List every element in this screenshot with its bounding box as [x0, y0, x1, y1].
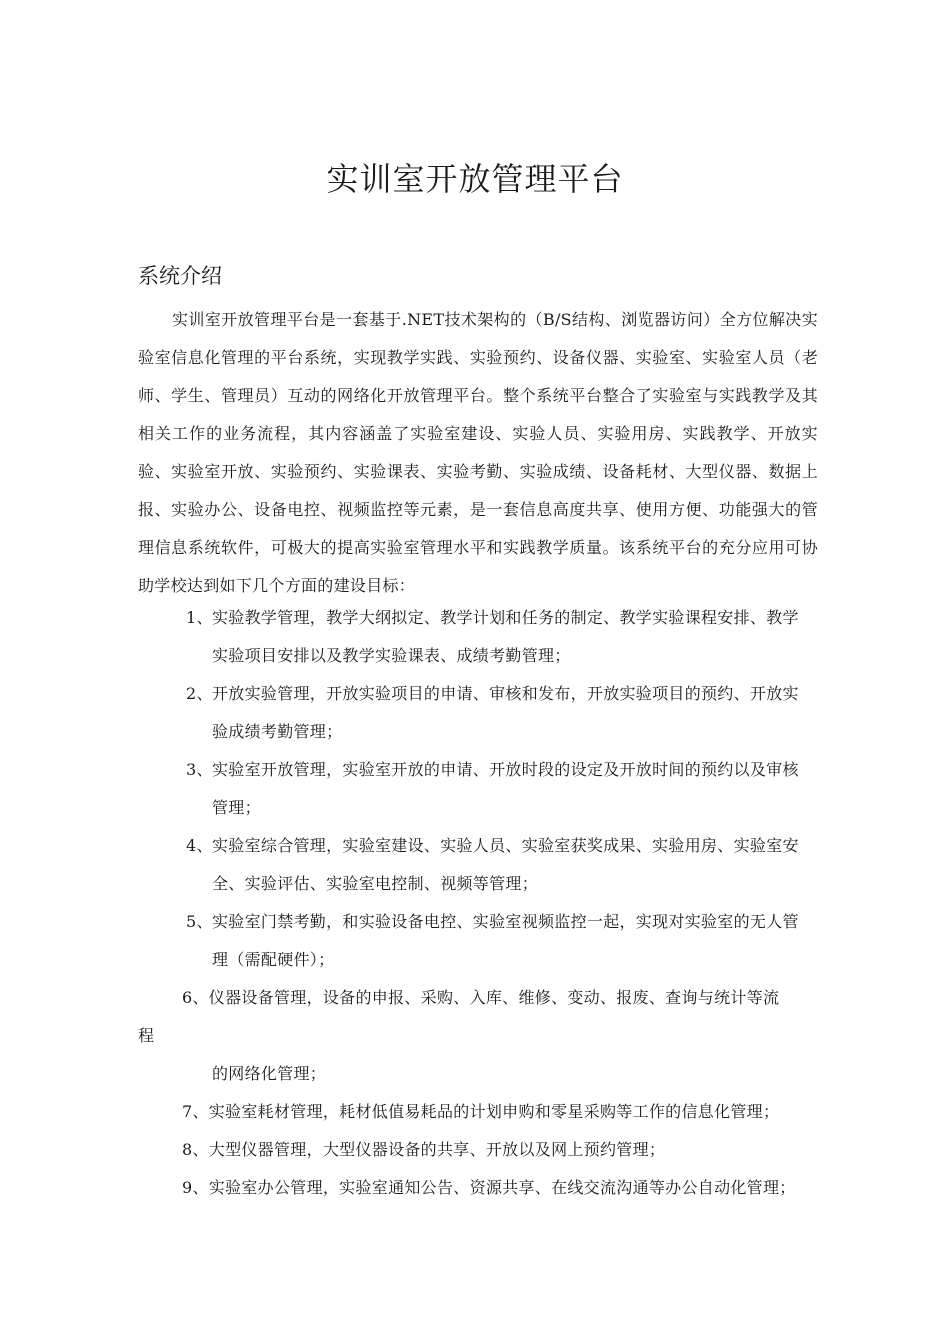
goal-item-5 [138, 903, 814, 979]
goal-number: 1、 [186, 608, 213, 627]
goal-number: 6、 [182, 988, 209, 1007]
goal-list [138, 599, 828, 1207]
goal-text: 实验室开放管理，实验室开放的申请、开放时段的设定及开放时间的预约以及审核管理； [212, 760, 799, 817]
intro-paragraph: 实训室开放管理平台是一套基于.NET技术架构的（B/S结构、浏览器访问）全方位解决实验室信息化管理的平台系统，实现教学实践、实验预约、设备仪器、实验室、实验室人员（老师、学生、管理员）互动的网络化开放管理平台。整个系统平台整合了实验室与实践教学及其相关工作的业务流程，其内容涵盖了实验室建设、实验人员、实验用房、实践教学、开放实验、实验室开放、实验预约、实验课表、实验考勤、实验成绩、设备耗材、大型仪器、数据上报、实验办公、设备电控、视频监控等元素，是一套信息高度共享、使用方便、功能强大的管理信息系统软件，可极大的提高实验室管理水平和实践教学质量。该系统平台的充分应用可协助学校达到如下几个方面的建设目标： [138, 310, 818, 595]
goal-number: 7、 [182, 1102, 209, 1121]
goal-number: 8、 [182, 1140, 209, 1159]
goal-text-wrap: 程 [138, 1026, 155, 1045]
goal-item-4 [138, 827, 814, 903]
goal-text: 实验室门禁考勤，和实验设备电控、实验室视频监控一起，实现对实验室的无人管理（需配硬件）； [212, 912, 799, 969]
goal-number: 3、 [186, 760, 213, 779]
goal-text: 开放实验管理，开放实验项目的申请、审核和发布，开放实验项目的预约、开放实验成绩考勤管理； [212, 684, 799, 741]
section-heading: 系统介绍 [138, 264, 222, 288]
goal-text: 仪器设备管理，设备的申报、采购、入库、维修、变动、报废、查询与统计等流 [208, 988, 780, 1007]
goal-item-1 [138, 599, 814, 675]
goal-item-6 [138, 979, 828, 1093]
goal-item-3 [138, 751, 814, 827]
goal-number: 4、 [186, 836, 213, 855]
goal-item-9 [138, 1169, 828, 1207]
goal-text-continued: 的网络化管理； [212, 1064, 327, 1083]
goal-text: 实验教学管理，教学大纲拟定、教学计划和任务的制定、教学实验课程安排、教学实验项目安排以及教学实验课表、成绩考勤管理； [212, 608, 799, 665]
goal-item-7 [138, 1093, 828, 1131]
document-title: 实训室开放管理平台 [326, 160, 624, 198]
goal-text: 实验室综合管理，实验室建设、实验人员、实验室获奖成果、实验用房、实验室安全、实验评估、实验室电控制、视频等管理； [212, 836, 799, 893]
goal-number: 2、 [186, 684, 213, 703]
goal-text: 实验室办公管理，实验室通知公告、资源共享、在线交流沟通等办公自动化管理； [208, 1178, 796, 1197]
goal-item-2 [138, 675, 814, 751]
goal-number: 5、 [186, 912, 213, 931]
goal-text: 大型仪器管理，大型仪器设备的共享、开放以及网上预约管理； [208, 1140, 666, 1159]
goal-number: 9、 [182, 1178, 209, 1197]
intro-section [138, 301, 818, 605]
goal-item-8 [138, 1131, 828, 1169]
goal-text: 实验室耗材管理，耗材低值易耗品的计划申购和零星采购等工作的信息化管理； [208, 1102, 780, 1121]
